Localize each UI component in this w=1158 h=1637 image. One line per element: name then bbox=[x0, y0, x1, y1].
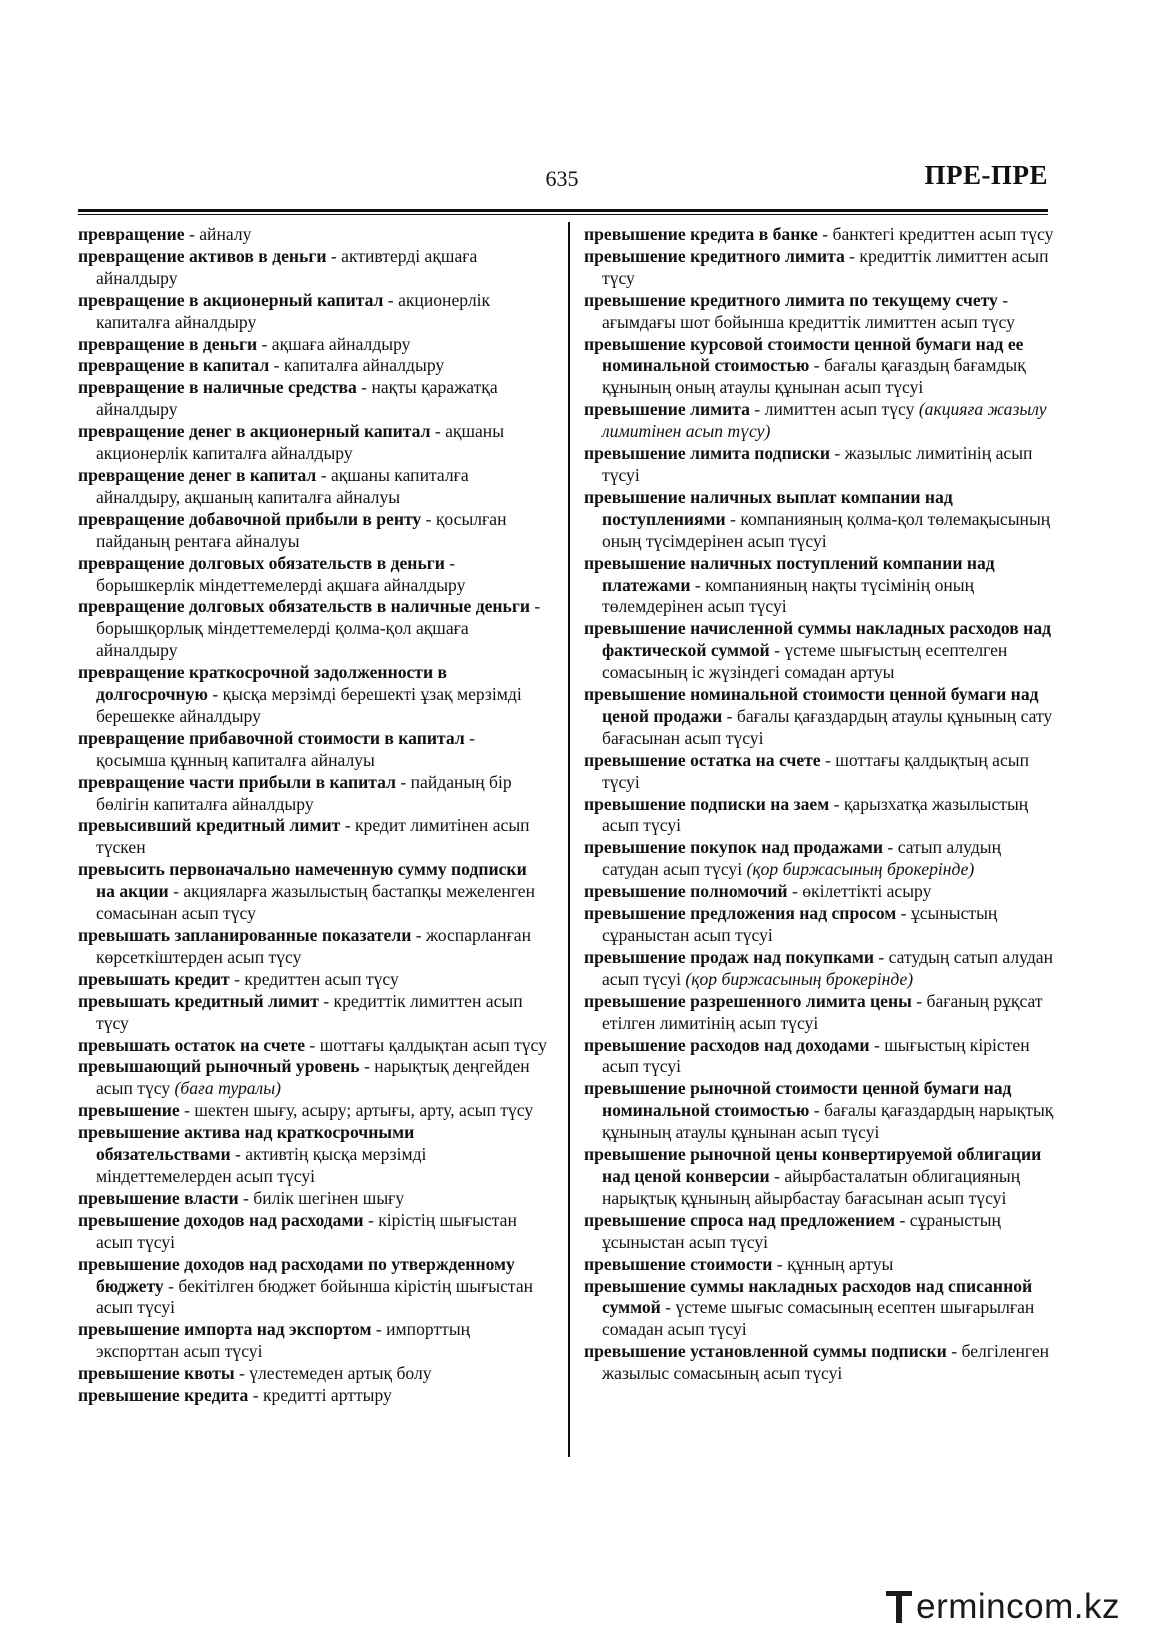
dictionary-entry: превышение квоты - үлестемеден артық болу bbox=[78, 1363, 432, 1384]
entry-definition: шығыстың кірістен асып түсуі bbox=[602, 1034, 1030, 1077]
dictionary-entry: превышение разрешенного лимита цены - бағаның рұқсат етілген лимитінің асып түсуі bbox=[584, 990, 1043, 1033]
entry-definition: қосымша құнның капиталға айналуы bbox=[96, 749, 375, 770]
dictionary-entry: превышение номинальной стоимости ценной бумаги над ценой продажи - бағалы қағаздардың атаулы құнының сату бағасынан асып түсуі bbox=[584, 684, 1053, 748]
dictionary-entry: превращение в деньги - ақшаға айналдыру bbox=[78, 333, 411, 354]
entry-definition: кредитті арттыру bbox=[262, 1385, 392, 1406]
entry-term: превышать кредитный лимит bbox=[78, 990, 319, 1011]
entry-term: превышение власти bbox=[78, 1187, 239, 1208]
entry-definition: құнның артуы bbox=[787, 1253, 894, 1274]
right-column bbox=[584, 224, 1054, 1385]
entry-term: превращение активов в деньги bbox=[78, 245, 327, 266]
dictionary-entry: превысить первоначально намеченную сумму подписки на акции - акцияларға жазылыстың бастапқы межеленген сомасынан асып түсу bbox=[78, 859, 536, 924]
entry-term: превышение наличных поступлений компании над платежами bbox=[584, 552, 995, 595]
entry-definition: қысқа мерзімді берешекті ұзақ мерзімді берешекке айналдыру bbox=[96, 684, 522, 726]
entry-definition: пайданың бір бөлігін капиталға айналдыру bbox=[96, 771, 512, 814]
dictionary-entry: превышать кредит - кредиттен асып түсу bbox=[78, 968, 399, 989]
dictionary-entry: превышение лимита подписки - жазылыс лимитінің асып түсуі bbox=[584, 443, 1033, 485]
dictionary-entry: превышение доходов над расходами - кірістің шығыстан асып түсуі bbox=[78, 1209, 517, 1252]
entry-definition: кредиттік лимиттен асып түсу bbox=[96, 990, 523, 1033]
entry-term: превышение наличных выплат компании над поступлениями bbox=[584, 486, 953, 529]
entry-definition: үстеме шығыстың есептелген сомасының іс жүзіндегі сомадан артуы bbox=[602, 640, 1008, 683]
entry-term: превращение денег в акционерный капитал bbox=[78, 421, 431, 442]
dictionary-entry: превращение - айналу bbox=[78, 224, 252, 244]
dictionary-entry: превышение установленной суммы подписки - белгіленген жазылыс сомасының асып түсуі bbox=[584, 1341, 1050, 1384]
entry-definition: кредит лимитінен асып түскен bbox=[96, 815, 530, 858]
entry-definition: сатудың сатып алудан асып түсуі bbox=[602, 946, 1054, 989]
entry-definition: шектен шығу, асыру; артығы, арту, асып түсу bbox=[194, 1100, 534, 1121]
dictionary-entry: превращение активов в деньги - активтерді ақшаға айналдыру bbox=[78, 245, 478, 288]
entry-definition: акцияларға жазылыстың бастапқы межеленген сомасынан асып түсу bbox=[96, 881, 536, 924]
column-divider bbox=[568, 222, 570, 1457]
entry-term: превышение кредитного лимита по текущему счету bbox=[584, 289, 998, 310]
entry-definition: үстеме шығыс сомасының есептен шығарылған сомадан асып түсуі bbox=[602, 1297, 1035, 1340]
entry-definition: ағымдағы шот бойынша кредиттік лимиттен асып түсу bbox=[602, 311, 1015, 332]
left-column bbox=[78, 224, 548, 1407]
entry-definition: бағалы қағаздардың атаулы құнының сату бағасынан асып түсуі bbox=[602, 705, 1053, 748]
dictionary-entry: превышение кредитного лимита - кредиттік лимиттен асып түсу bbox=[584, 245, 1049, 288]
dictionary-entry: превышение рыночной цены конвертируемой облигации над ценой конверсии - айырбасталатын облигацияның нарықтық құнының айырбастау бағасынан асып түсуі bbox=[584, 1144, 1042, 1208]
entry-definition: қосылған пайданың рентаға айналуы bbox=[96, 508, 507, 551]
dictionary-entry: превышать кредитный лимит - кредиттік лимиттен асып түсу bbox=[78, 990, 523, 1033]
entry-term: превышение курсовой стоимости ценной бумаги над ее номинальной стоимостью bbox=[584, 333, 1024, 376]
dictionary-entry: превышение рыночной стоимости ценной бумаги над номинальной стоимостью - бағалы қағаздардың нарықтық құнының атаулы құнынан асып түсуі bbox=[584, 1078, 1054, 1143]
entry-definition: қарызхатқа жазылыстың асып түсуі bbox=[602, 793, 1029, 836]
entry-term: превышение кредита bbox=[78, 1385, 249, 1406]
entry-note: (қор биржасының брокерінде) bbox=[685, 968, 914, 989]
entry-definition: бағаның рұқсат етілген лимитінің асып түсуі bbox=[602, 990, 1043, 1033]
entry-definition: импорттың экспорттан асып түсуі bbox=[96, 1319, 471, 1362]
dictionary-entry: превышение власти - билік шегінен шығу bbox=[78, 1187, 405, 1208]
dictionary-entry: превышение остатка на счете - шоттағы қалдықтың асып түсуі bbox=[584, 749, 1030, 792]
entry-term: превышение разрешенного лимита цены bbox=[584, 990, 912, 1011]
dictionary-entry: превышение предложения над спросом - ұсыныстың сұраныстан асып түсуі bbox=[584, 903, 998, 945]
entry-term: превращение в капитал bbox=[78, 355, 270, 376]
entry-definition: жоспарланған көрсеткіштерден асып түсу bbox=[96, 925, 532, 967]
entry-definition: сұраныстың ұсыныстан асып түсуі bbox=[602, 1209, 1001, 1252]
entry-term: превышение рыночной цены конвертируемой облигации над ценой конверсии bbox=[584, 1144, 1042, 1186]
entry-definition: акционерлік капиталға айналдыру bbox=[96, 289, 491, 332]
dictionary-entry: превышение доходов над расходами по утвержденному бюджету - бекітілген бюджет бойынша кірістің шығыстан асып түсуі bbox=[78, 1253, 534, 1318]
dictionary-entry: превышение лимита - лимиттен асып түсу (акцияға жазылу лимитінен асып түсу) bbox=[584, 399, 1047, 442]
header-rule-thick bbox=[78, 209, 1048, 212]
dictionary-entry: превышение расходов над доходами - шығыстың кірістен асып түсуі bbox=[584, 1034, 1030, 1077]
entry-term: превышение полномочий bbox=[584, 881, 788, 902]
dictionary-entry: превращение в наличные средства - нақты қаражатқа айналдыру bbox=[78, 377, 498, 420]
entry-term: превышение остатка на счете bbox=[584, 749, 821, 770]
dictionary-entry: превращение в капитал - капиталға айналдыру bbox=[78, 355, 445, 376]
dictionary-entry: превращение денег в капитал - ақшаны капиталға айналдыру, ақшаның капиталға айналуы bbox=[78, 464, 469, 507]
entry-definition: ақшаға айналдыру bbox=[271, 333, 411, 354]
entry-term: превышение суммы накладных расходов над списанной суммой bbox=[584, 1275, 1033, 1318]
entry-definition: компанияның қолма-қол төлемақысының оның түсімдерінен асып түсуі bbox=[602, 508, 1051, 551]
dictionary-entry: превышение курсовой стоимости ценной бумаги над ее номинальной стоимостью - бағалы қағаздың бағамдық құнының оның атаулы құнынан асып түсуі bbox=[584, 333, 1026, 398]
dictionary-entry: превышение спроса над предложением - сұраныстың ұсыныстан асып түсуі bbox=[584, 1209, 1001, 1252]
entry-term: превышение bbox=[78, 1100, 180, 1121]
entry-definition: активтің қысқа мерзімді міндеттемелерден асып түсуі bbox=[96, 1144, 427, 1186]
entry-definition: белгіленген жазылыс сомасының асып түсуі bbox=[602, 1341, 1050, 1384]
entry-term: превышение установленной суммы подписки bbox=[584, 1341, 947, 1362]
entry-definition: нақты қаражатқа айналдыру bbox=[96, 377, 498, 420]
entry-term: превышение покупок над продажами bbox=[584, 837, 884, 858]
entry-definition: ақшаны капиталға айналдыру, ақшаның капиталға айналуы bbox=[96, 464, 469, 507]
dictionary-entry: превращение долговых обязательств в наличные деньги - борышқорлық міндеттемелерді қолма-қол ақшаға айналдыру bbox=[78, 596, 541, 661]
dictionary-entry: превышение начисленной суммы накладных расходов над фактической суммой - үстеме шығыстың есептелген сомасының іс жүзіндегі сомадан артуы bbox=[584, 618, 1052, 683]
entry-term: превращение bbox=[78, 224, 185, 244]
entry-term: превышать кредит bbox=[78, 968, 230, 989]
dictionary-entry: превращение денег в акционерный капитал - ақшаны акционерлік капиталға айналдыру bbox=[78, 421, 505, 464]
dictionary-entry: превышение - шектен шығу, асыру; артығы, арту, асып түсу bbox=[78, 1100, 534, 1121]
entry-term: превышение лимита подписки bbox=[584, 443, 830, 464]
dictionary-entry: превышение актива над краткосрочными обязательствами - активтің қысқа мерзімді міндеттемелерден асып түсуі bbox=[78, 1122, 427, 1186]
entry-term: превышение стоимости bbox=[584, 1253, 773, 1274]
entry-term: превысивший кредитный лимит bbox=[78, 815, 341, 836]
entry-definition: компанияның нақты түсімінің оның төлемдерінен асып түсуі bbox=[602, 574, 975, 617]
entry-definition: борышқорлық міндеттемелерді қолма-қол ақшаға айналдыру bbox=[96, 618, 469, 661]
dictionary-entry: превышение подписки на заем - қарызхатқа жазылыстың асып түсуі bbox=[584, 793, 1029, 836]
dictionary-entry: превышающий рыночный уровень - нарықтық деңгейден асып түсу (баға туралы) bbox=[78, 1056, 530, 1099]
entry-term: превышение расходов над доходами bbox=[584, 1034, 870, 1055]
entry-term: превышение лимита bbox=[584, 399, 750, 420]
entry-term: превышение рыночной стоимости ценной бумаги над номинальной стоимостью bbox=[584, 1078, 1012, 1121]
entry-term: превышение доходов над расходами по утвержденному бюджету bbox=[78, 1253, 515, 1296]
entry-definition: активтерді ақшаға айналдыру bbox=[96, 245, 478, 288]
dictionary-entry: превышение наличных выплат компании над поступлениями - компанияның қолма-қол төлемақысының оның түсімдерінен асып түсуі bbox=[584, 486, 1051, 551]
entry-term: превышение актива над краткосрочными обязательствами bbox=[78, 1122, 415, 1165]
entry-definition: бекітілген бюджет бойынша кірістің шығыстан асып түсуі bbox=[96, 1275, 534, 1318]
dictionary-entry: превышать запланированные показатели - жоспарланған көрсеткіштерден асып түсу bbox=[78, 925, 532, 967]
entry-note: (акцияға жазылу лимитінен асып түсу) bbox=[602, 399, 1047, 442]
entry-term: превращение краткосрочной задолженности в долгосрочную bbox=[78, 662, 447, 705]
entry-term: превышение доходов над расходами bbox=[78, 1209, 364, 1230]
entry-term: превышение продаж над покупками bbox=[584, 946, 874, 967]
entry-term: превращение прибавочной стоимости в капитал bbox=[78, 727, 465, 748]
dictionary-entry: превышение импорта над экспортом - импорттың экспорттан асып түсуі bbox=[78, 1319, 471, 1362]
dictionary-entry: превышение кредитного лимита по текущему счету - ағымдағы шот бойынша кредиттік лимиттен асып түсу bbox=[584, 289, 1015, 332]
entry-definition: шоттағы қалдықтан асып түсу bbox=[319, 1034, 547, 1055]
dictionary-entry: превысивший кредитный лимит - кредит лимитінен асып түскен bbox=[78, 815, 530, 858]
dictionary-entry: превращение в акционерный капитал - акционерлік капиталға айналдыру bbox=[78, 289, 491, 332]
dictionary-entry: превышение продаж над покупками - сатудың сатып алудан асып түсуі (қор биржасының брокерінде) bbox=[584, 946, 1054, 989]
entry-definition: капиталға айналдыру bbox=[283, 355, 445, 376]
section-header: ПРЕ-ПРЕ bbox=[924, 160, 1048, 190]
entry-term: превращение в наличные средства bbox=[78, 377, 357, 398]
entry-definition: ұсыныстың сұраныстан асып түсуі bbox=[602, 903, 998, 945]
entry-definition: айналу bbox=[199, 224, 252, 244]
header-rule-thin bbox=[78, 214, 1048, 215]
entry-term: превращение денег в капитал bbox=[78, 464, 317, 485]
entry-definition: кірістің шығыстан асып түсуі bbox=[96, 1209, 517, 1252]
watermark bbox=[884, 1583, 1120, 1631]
dictionary-entry: превышение полномочий - өкілеттікті асыру bbox=[584, 881, 932, 902]
entry-definition: кредиттен асып түсу bbox=[244, 968, 399, 989]
dictionary-entry: превращение части прибыли в капитал - пайданың бір бөлігін капиталға айналдыру bbox=[78, 771, 512, 814]
entry-definition: банктегі кредиттен асып түсу bbox=[832, 224, 1054, 244]
entry-definition: бағалы қағаздардың нарықтық құнының атаулы құнынан асып түсуі bbox=[602, 1100, 1054, 1143]
dictionary-entry: превышать остаток на счете - шоттағы қалдықтан асып түсу bbox=[78, 1034, 547, 1055]
dictionary-entry: превышение кредита в банке - банктегі кредиттен асып түсу bbox=[584, 224, 1054, 244]
dictionary-entry: превращение прибавочной стоимости в капитал - қосымша құнның капиталға айналуы bbox=[78, 727, 475, 770]
entry-term: превращение добавочной прибыли в ренту bbox=[78, 508, 422, 529]
watermark-text: ermincom.kz bbox=[916, 1587, 1120, 1626]
entry-term: превращение в акционерный капитал bbox=[78, 289, 384, 310]
entry-definition: борышкерлік міндеттемелерді ақшаға айналдыру bbox=[96, 574, 466, 595]
entry-note: (қор биржасының брокерінде) bbox=[746, 859, 975, 880]
entry-definition: нарықтық деңгейден асып түсу bbox=[96, 1056, 530, 1099]
t-letter-logo-icon bbox=[884, 1587, 914, 1627]
entry-term: превышающий рыночный уровень bbox=[78, 1056, 360, 1077]
dictionary-entry: превращение долговых обязательств в деньги - борышкерлік міндеттемелерді ақшаға айналдыру bbox=[78, 552, 466, 595]
entry-definition: үлестемеден артық болу bbox=[249, 1363, 432, 1384]
entry-definition: лимиттен асып түсу bbox=[764, 399, 915, 420]
entry-term: превышение квоты bbox=[78, 1363, 235, 1384]
entry-definition: шоттағы қалдықтың асып түсуі bbox=[602, 749, 1030, 792]
entry-definition: билік шегінен шығу bbox=[253, 1187, 405, 1208]
entry-definition: сатып алудың сатудан асып түсуі bbox=[602, 837, 1002, 880]
entry-definition: өкілеттікті асыру bbox=[802, 881, 932, 902]
dictionary-entry: превышение кредита - кредитті арттыру bbox=[78, 1385, 392, 1406]
entry-term: превышать запланированные показатели bbox=[78, 925, 412, 945]
entry-term: превышение кредитного лимита bbox=[584, 245, 845, 266]
entry-term: превышать остаток на счете bbox=[78, 1034, 306, 1055]
entry-term: превышение кредита в банке bbox=[584, 224, 818, 244]
entry-term: превышение подписки на заем bbox=[584, 793, 830, 814]
entry-term: превышение начисленной суммы накладных расходов над фактической суммой bbox=[584, 618, 1052, 661]
entry-term: превращение долговых обязательств в деньги bbox=[78, 552, 445, 573]
dictionary-entry: превращение краткосрочной задолженности в долгосрочную - қысқа мерзімді берешекті ұзақ мерзімді берешекке айналдыру bbox=[78, 662, 522, 726]
entry-definition: бағалы қағаздың бағамдық құнының оның атаулы құнынан асып түсуі bbox=[602, 355, 1026, 398]
entry-term: превышение номинальной стоимости ценной бумаги над ценой продажи bbox=[584, 684, 1039, 726]
entry-term: превышение импорта над экспортом bbox=[78, 1319, 372, 1340]
entry-term: превышение предложения над спросом bbox=[584, 903, 897, 924]
dictionary-entry: превышение наличных поступлений компании над платежами - компанияның нақты түсімінің оның төлемдерінен асып түсуі bbox=[584, 552, 995, 617]
entry-term: превысить первоначально намеченную сумму подписки на акции bbox=[78, 859, 527, 902]
entry-definition: айырбасталатын облигацияның нарықтық құнының айырбастау бағасынан асып түсуі bbox=[602, 1165, 1021, 1208]
entry-term: превращение долговых обязательств в наличные деньги bbox=[78, 596, 530, 617]
dictionary-entry: превращение добавочной прибыли в ренту - қосылған пайданың рентаға айналуы bbox=[78, 508, 507, 551]
entry-definition: жазылыс лимитінің асып түсуі bbox=[602, 443, 1033, 485]
dictionary-entry: превышение стоимости - құнның артуы bbox=[584, 1253, 894, 1274]
page-number: 635 bbox=[545, 166, 579, 191]
dictionary-entry: превышение покупок над продажами - сатып алудың сатудан асып түсуі (қор биржасының брокерінде) bbox=[584, 837, 1002, 880]
entry-term: превращение части прибыли в капитал bbox=[78, 771, 396, 792]
dictionary-entry: превышение суммы накладных расходов над списанной суммой - үстеме шығыс сомасының есептен шығарылған сомадан асып түсуі bbox=[584, 1275, 1035, 1340]
entry-term: превращение в деньги bbox=[78, 333, 258, 354]
entry-definition: ақшаны акционерлік капиталға айналдыру bbox=[96, 421, 505, 464]
entry-term: превышение спроса над предложением bbox=[584, 1209, 896, 1230]
entry-note: (баға туралы) bbox=[174, 1078, 281, 1099]
entry-definition: кредиттік лимиттен асып түсу bbox=[602, 245, 1049, 288]
